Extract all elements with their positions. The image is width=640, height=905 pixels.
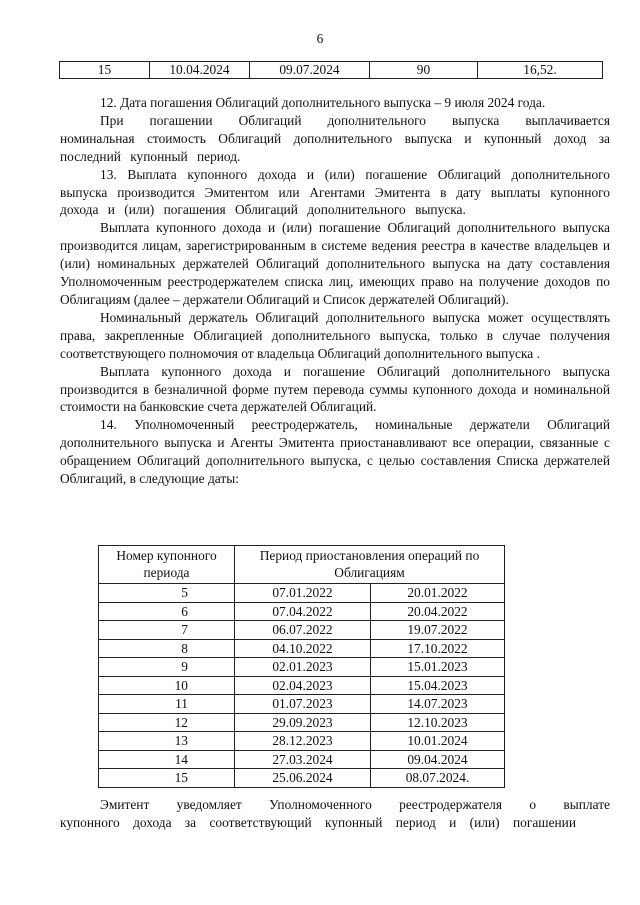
suspension-end-cell: 17.10.2022 [371,639,505,658]
coupon-period-cell: 9 [99,658,235,677]
table-row [99,658,505,677]
coupon-start-date-cell: 10.04.2024 [150,62,250,79]
suspension-end-cell: 08.07.2024. [371,769,505,788]
coupon-period-cell: 15 [99,769,235,788]
coupon-period-cell: 14 [99,750,235,769]
suspension-end-cell: 09.04.2024 [371,750,505,769]
paragraph-suspension-of-operations: 14. Уполномоченный реестродержатель, номинальные держатели Облигаций дополнительного выпуска и Агенты Эмитента приостанавливают все операции, связанные с обращением Облигаций дополнительного выпуска, с целью составления Списка держателей Облигаций, в следующие даты: [60,417,610,487]
coupon-period-cell: 5 [99,584,235,603]
page-number: 6 [316,31,324,46]
suspension-end-cell: 15.04.2023 [371,676,505,695]
suspension-start-cell: 02.04.2023 [235,676,371,695]
coupon-end-date-cell: 09.07.2024 [250,62,370,79]
coupon-period-cell: 8 [99,639,235,658]
paragraph-issuer-notification: Эмитент уведомляет Уполномоченного реестродержателя о выплате купонного дохода за соответствующий купонный период и (или) погашении [60,797,610,830]
suspension-end-cell: 20.04.2022 [371,602,505,621]
coupon-period-cell: 11 [99,695,235,714]
table-row [99,621,505,640]
suspension-schedule-table [98,545,505,788]
table-header-row [99,546,505,584]
suspension-start-cell: 29.09.2023 [235,713,371,732]
table-row [99,713,505,732]
suspension-start-cell: 02.01.2023 [235,658,371,677]
coupon-period-cell: 7 [99,621,235,640]
coupon-period-cell: 12 [99,713,235,732]
suspension-start-cell: 07.01.2022 [235,584,371,603]
header-coupon-period: Номер купонного периода [99,546,235,584]
suspension-start-cell: 27.03.2024 [235,750,371,769]
table-row [99,639,505,658]
suspension-start-cell: 07.04.2022 [235,602,371,621]
suspension-end-cell: 12.10.2023 [371,713,505,732]
paragraph-redemption-payment: При погашении Облигаций дополнительного выпуска выплачивается номинальная стоимость Облигаций дополнительного выпуска и купонный доход за последний купонный период. [60,112,610,164]
suspension-end-cell: 15.01.2023 [371,658,505,677]
suspension-start-cell: 25.06.2024 [235,769,371,788]
table-row [99,602,505,621]
schedule-rows [99,584,505,788]
suspension-start-cell: 06.07.2022 [235,621,371,640]
coupon-table-fragment [59,61,603,79]
coupon-period-cell: 10 [99,676,235,695]
paragraph-cashless-payment: Выплата купонного дохода и погашение Облигаций дополнительного выпуска производится в безналичной форме путем перевода суммы купонного дохода и номинальной стоимости на банковские счета держателей Облигаций. [60,363,610,415]
table-row [60,62,603,79]
suspension-start-cell: 01.07.2023 [235,695,371,714]
closing-section [60,796,610,832]
suspension-end-cell: 14.07.2023 [371,695,505,714]
table-row [99,769,505,788]
table-row [99,732,505,751]
suspension-start-cell: 04.10.2022 [235,639,371,658]
header-suspension-period: Период приостановления операций по Облигациям [235,546,505,584]
table-row [99,584,505,603]
table-row [99,750,505,769]
document-body [60,94,610,488]
suspension-end-cell: 20.01.2022 [371,584,505,603]
paragraph-payment-agent: 13. Выплата купонного дохода и (или) погашение Облигаций дополнительного выпуска производится Эмитентом или Агентами Эмитента в дату выплаты купонного дохода и (или) погашения Облигаций дополнительного выпуска. [60,166,610,218]
coupon-period-cell: 13 [99,732,235,751]
table-row [99,695,505,714]
table-row [99,676,505,695]
paragraph-nominee-holder: Номинальный держатель Облигаций дополнительного выпуска может осуществлять права, закрепленные Облигацией дополнительного выпуска, только в случае получения соответствующего полномочия от владельца Облигаций дополнительного выпуска . [60,309,610,361]
suspension-end-cell: 19.07.2022 [371,621,505,640]
coupon-period-cell: 6 [99,602,235,621]
coupon-amount-cell: 16,52. [478,62,603,79]
coupon-number-cell: 15 [60,62,150,79]
suspension-start-cell: 28.12.2023 [235,732,371,751]
coupon-duration-cell: 90 [370,62,478,79]
paragraph-maturity-date: 12. Дата погашения Облигаций дополнительного выпуска – 9 июля 2024 года. [100,95,546,110]
suspension-end-cell: 10.01.2024 [371,732,505,751]
paragraph-payment-recipients: Выплата купонного дохода и (или) погашение Облигаций дополнительного выпуска производится лицам, зарегистрированным в системе ведения реестра в качестве владельцев и (или) номинальных держателей Облигаций дополнительного выпуска на дату составления Уполномоченным реестродержателем списка лиц, имеющих право на получение доходов по Облигациям (далее – держатели Облигаций и Список держателей Облигаций). [60,220,610,307]
